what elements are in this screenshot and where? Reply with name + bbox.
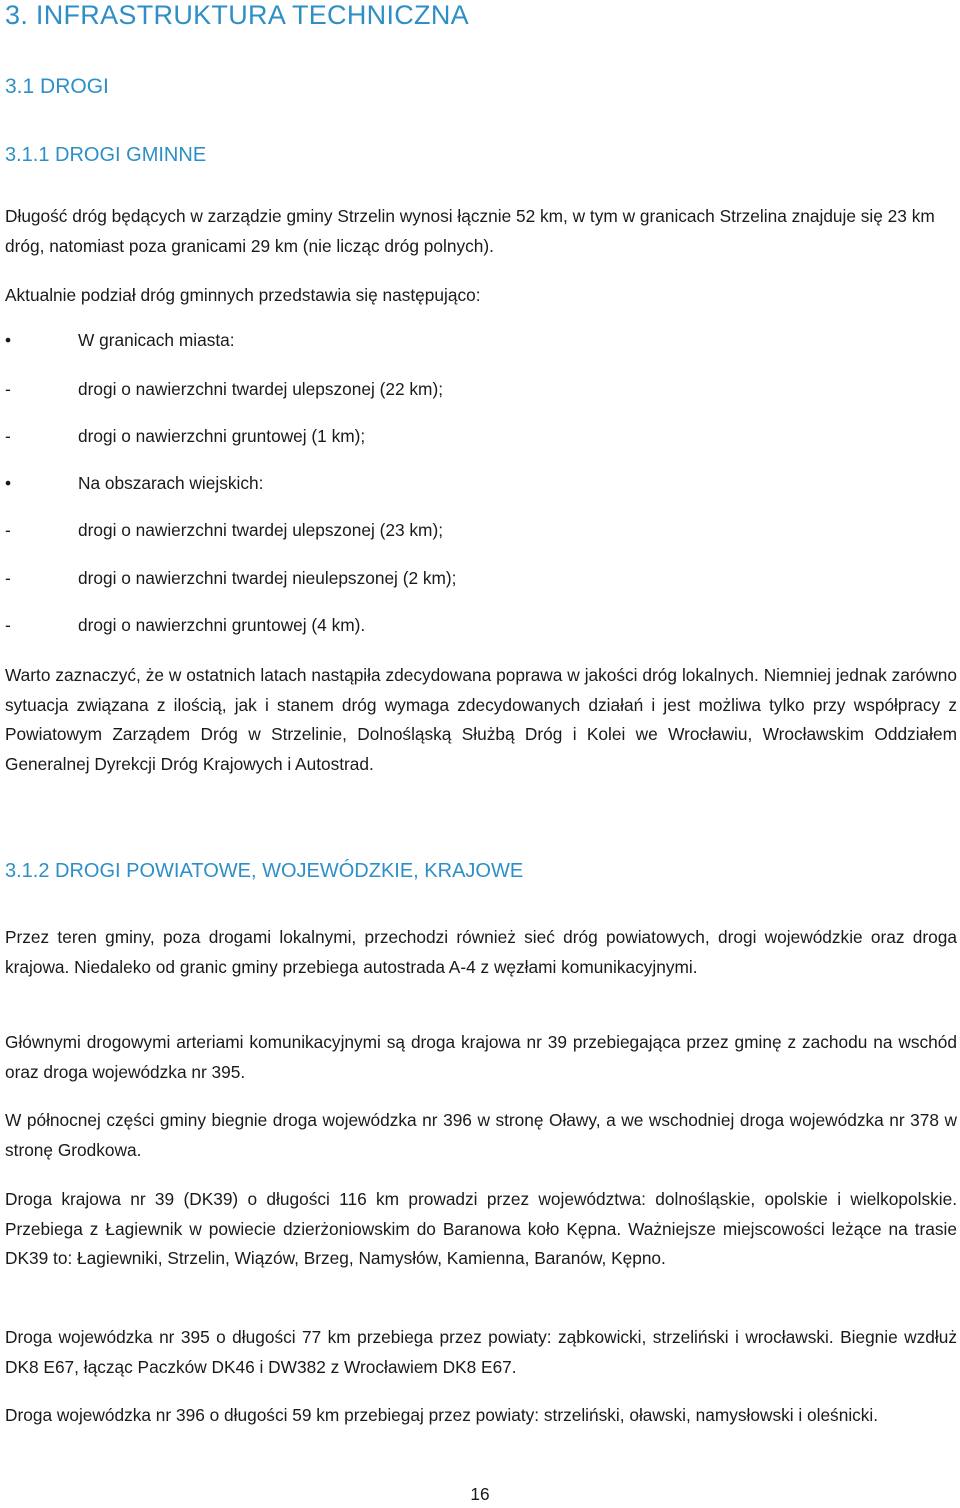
page-number: 16 (470, 1484, 490, 1504)
dash-marker: - (5, 568, 11, 588)
paragraph: W północnej części gminy biegnie droga wojewódzka nr 396 w stronę Oławy, a we wschodniej droga wojewódzka nr 378 w stronę Grodkowa. (5, 1110, 957, 1160)
paragraph: Droga wojewódzka nr 395 o długości 77 km przebiega przez powiaty: ząbkowicki, strzeliński i wrocławski. Biegnie wzdłuż DK8 E67, łącząc Paczków DK46 i DW382 z Wrocławiem DK8 E67. (5, 1327, 957, 1377)
paragraph: Głównymi drogowymi arteriami komunikacyjnymi są droga krajowa nr 39 przebiegająca przez gminę z zachodu na wschód oraz droga wojewódzka nr 395. (5, 1032, 957, 1082)
dash-marker: - (5, 520, 11, 540)
dash-marker: - (5, 426, 11, 446)
paragraph: Droga wojewódzka nr 396 o długości 59 km przebiegaj przez powiaty: strzeliński, oławski, namysłowski i oleśnicki. (5, 1405, 879, 1425)
bullet-marker: • (5, 473, 12, 493)
list-item-text: drogi o nawierzchni gruntowej (4 km). (78, 615, 366, 635)
list-item-text: drogi o nawierzchni twardej ulepszonej (22 km); (78, 379, 443, 399)
chapter-heading: 3. INFRASTRUKTURA TECHNICZNA (5, 0, 469, 30)
list-item-text: W granicach miasta: (78, 330, 235, 350)
list-item-text: Na obszarach wiejskich: (78, 473, 264, 493)
dash-marker: - (5, 615, 11, 635)
list-item-text: drogi o nawierzchni twardej nieulepszonej (2 km); (78, 568, 457, 588)
list-item-text: drogi o nawierzchni gruntowej (1 km); (78, 426, 366, 446)
paragraph: Przez teren gminy, poza drogami lokalnymi, przechodzi również sieć dróg powiatowych, drogi wojewódzkie oraz droga krajowa. Niedaleko od granic gminy przebiega autostrada A-4 z węzłami komunikacyjnymi. (5, 927, 957, 977)
dash-marker: - (5, 379, 11, 399)
section-heading: 3.1 DROGI (5, 75, 109, 98)
subsection-heading-powiatowe: 3.1.2 DROGI POWIATOWE, WOJEWÓDZKIE, KRAJOWE (5, 860, 524, 882)
bullet-marker: • (5, 330, 12, 350)
paragraph-lead: Aktualnie podział dróg gminnych przedstawia się następująco: (5, 285, 481, 305)
paragraph-intro: Długość dróg będących w zarządzie gminy Strzelin wynosi łącznie 52 km, w tym w granicach Strzelina znajduje się 23 km dróg, natomiast poza granicami 29 km (nie licząc dróg polnych). (5, 206, 935, 256)
paragraph-closing: Warto zaznaczyć, że w ostatnich latach nastąpiła zdecydowana poprawa w jakości dróg lokalnych. Niemniej jednak zarówno sytuacja związana z ilością, jak i stanem dróg wymaga zdecydowanych działań i jest możliwa tylko przy współpracy z Powiatowym Zarządem Dróg w Strzelinie, Dolnośląską Służbą Dróg i Kolei we Wrocławiu, Wrocławskim Oddziałem Generalnej Dyrekcji Dróg Krajowych i Autostrad. (5, 665, 957, 774)
list-item-text: drogi o nawierzchni twardej ulepszonej (23 km); (78, 520, 443, 540)
paragraph: Droga krajowa nr 39 (DK39) o długości 116 km prowadzi przez województwa: dolnośląskie, opolskie i wielkopolskie. Przebiega z Łagiewnik w powiecie dzierżoniowskim do Baranowa koło Kępna. Ważniejsze miejscowości leżące na trasie DK39 to: Łagiewniki, Strzelin, Wiązów, Brzeg, Namysłów, Kamienna, Baranów, Kępno. (5, 1189, 957, 1268)
subsection-heading-gminne: 3.1.1 DROGI GMINNE (5, 144, 207, 166)
